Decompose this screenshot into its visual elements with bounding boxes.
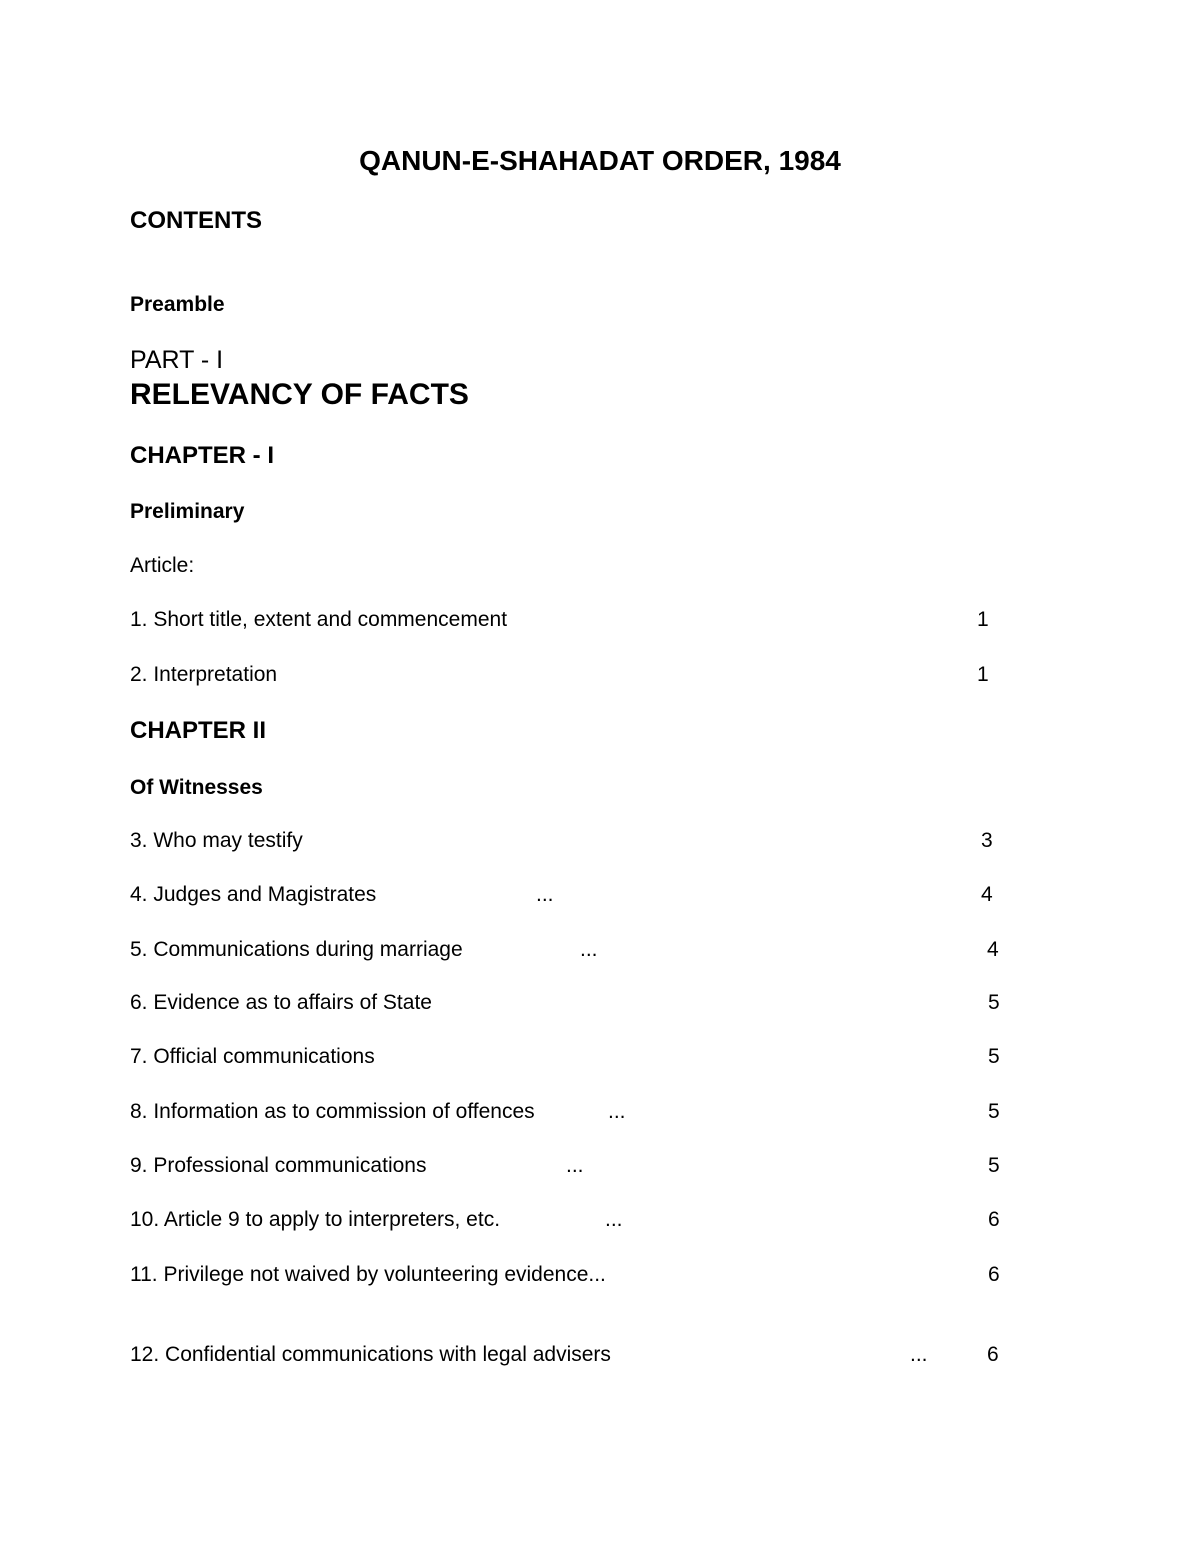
toc-entry-dots: ... — [605, 1208, 623, 1231]
toc-entry-title: 6. Evidence as to affairs of State — [130, 991, 432, 1014]
toc-entry-page: 3 — [981, 829, 993, 852]
toc-entry-page: 6 — [988, 1263, 1000, 1286]
contents-heading: CONTENTS — [130, 207, 262, 234]
toc-entry-page: 5 — [988, 1154, 1000, 1177]
toc-entry-dots: ... — [608, 1100, 626, 1123]
toc-entry-page: 4 — [981, 883, 993, 906]
toc-entry-title: 12. Confidential communications with legal advisers — [130, 1343, 611, 1366]
toc-entry-dots: ... — [580, 938, 598, 961]
toc-entry-title: 7. Official communications — [130, 1045, 375, 1068]
chapter-2-heading: CHAPTER II — [130, 717, 267, 744]
toc-entry-title: 2. Interpretation — [130, 663, 278, 686]
toc-entry-page: 5 — [988, 1100, 1000, 1123]
toc-entry-page: 5 — [988, 991, 1000, 1014]
toc-entry-dots: ... — [536, 883, 554, 906]
toc-entry-page: 4 — [987, 938, 999, 961]
toc-entry-page: 1 — [977, 608, 989, 631]
toc-entry-title: 4. Judges and Magistrates — [130, 883, 377, 906]
part-heading: PART - I — [130, 346, 224, 374]
toc-entry-page: 6 — [987, 1343, 999, 1366]
toc-entry-title: 9. Professional communications — [130, 1154, 427, 1177]
toc-entry-title: 11. Privilege not waived by volunteering evidence... — [130, 1263, 606, 1286]
toc-entry-title: 10. Article 9 to apply to interpreters, etc. — [130, 1208, 501, 1231]
toc-entry-title: 5. Communications during marriage — [130, 938, 463, 961]
preamble-heading: Preamble — [130, 293, 225, 316]
toc-entry-dots: ... — [910, 1343, 928, 1366]
toc-entry-page: 6 — [988, 1208, 1000, 1231]
toc-entry-page: 1 — [977, 663, 989, 686]
toc-entry-dots: ... — [566, 1154, 584, 1177]
chapter-2-subheading: Of Witnesses — [130, 776, 263, 799]
toc-entry-page: 5 — [988, 1045, 1000, 1068]
chapter-1-subheading: Preliminary — [130, 500, 245, 523]
toc-entry-title: 3. Who may testify — [130, 829, 303, 852]
article-label: Article: — [130, 554, 195, 577]
toc-entry-title: 8. Information as to commission of offences — [130, 1100, 535, 1123]
chapter-1-heading: CHAPTER - I — [130, 442, 274, 469]
part-title: RELEVANCY OF FACTS — [130, 378, 469, 411]
toc-entry-title: 1. Short title, extent and commencement — [130, 608, 508, 631]
document-title: QANUN-E-SHAHADAT ORDER, 1984 — [359, 145, 841, 176]
